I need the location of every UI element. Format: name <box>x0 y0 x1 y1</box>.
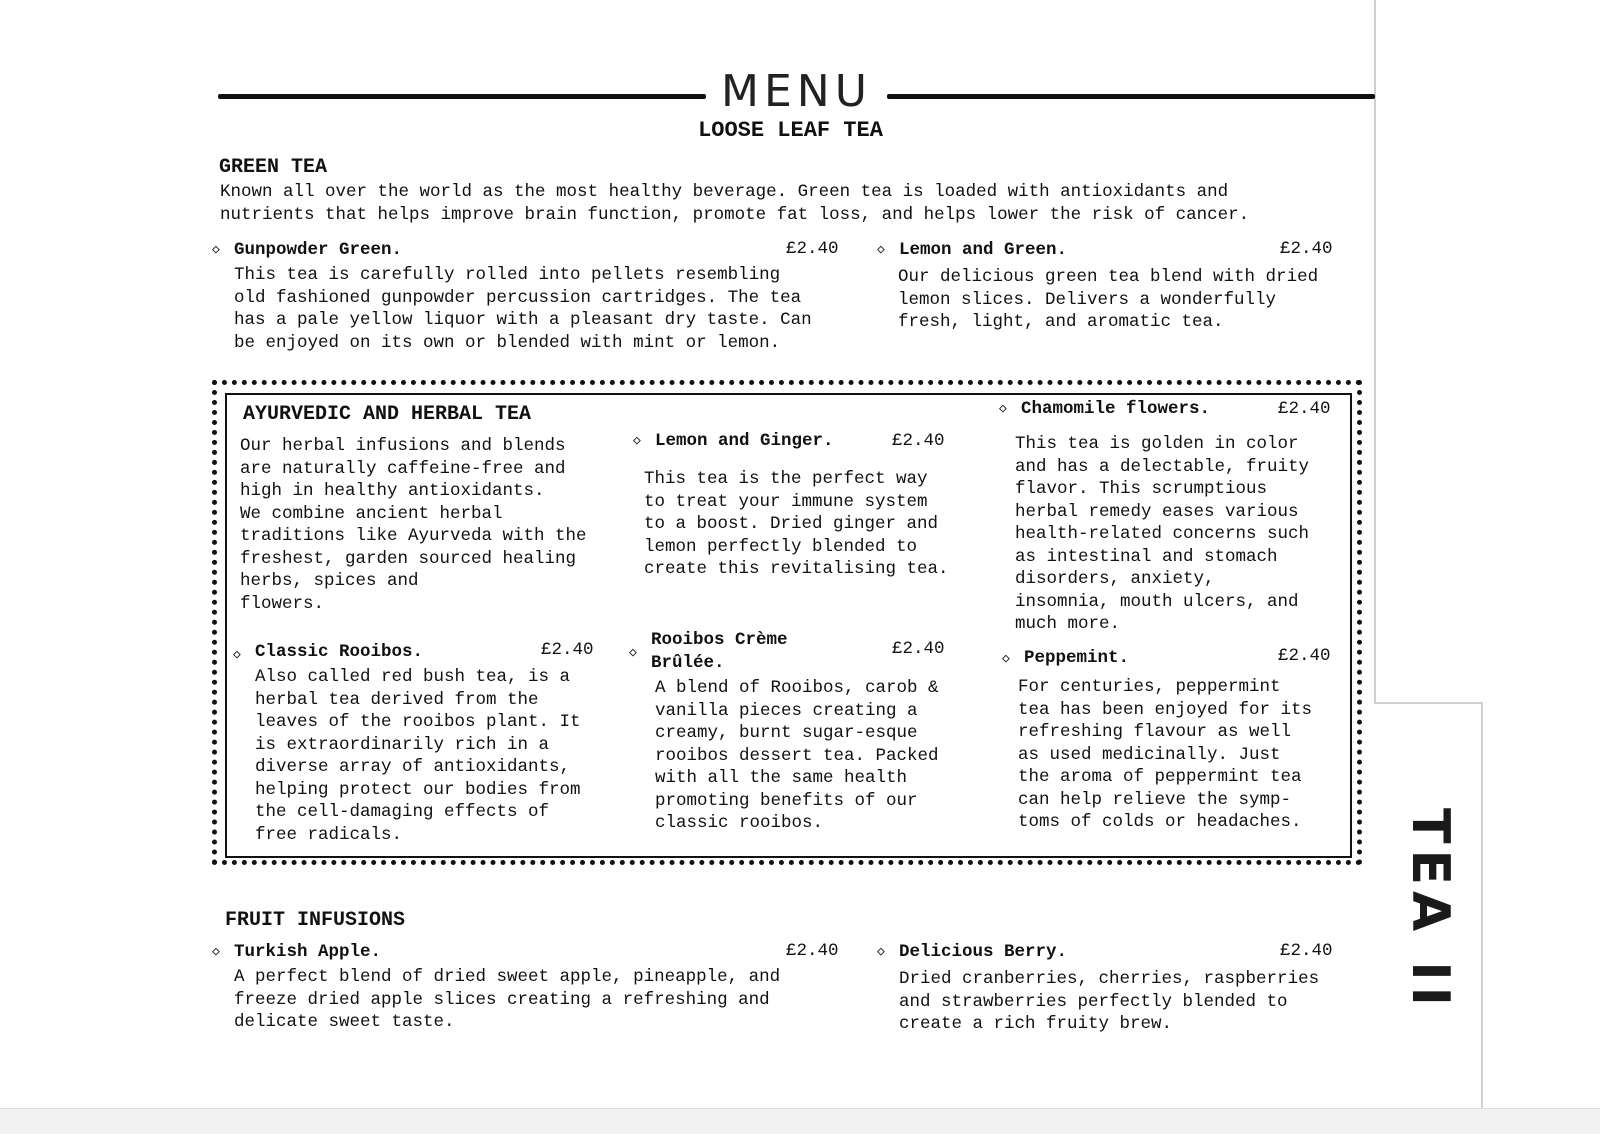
item-price-peppemint: £2.40 <box>1278 646 1331 666</box>
item-price-turkish-apple: £2.40 <box>786 941 839 961</box>
herbal-title: AYURVEDIC AND HERBAL TEA <box>243 403 532 426</box>
item-description-turkish-apple: A perfect blend of dried sweet apple, pineapple, and freeze dried apple slices creating a refreshing and delicate sweet taste. <box>234 967 781 1032</box>
item-price-lemon-and-green: £2.40 <box>1280 239 1333 259</box>
item-name-gunpowder-green: Gunpowder Green. <box>234 240 403 260</box>
item-description-lemon-and-green: Our delicious green tea blend with dried lemon slices. Delivers a wonderfully fresh, light, and aromatic tea. <box>898 267 1319 332</box>
item-description-rooibos-creme-brulee: A blend of Rooibos, carob & vanilla pieces creating a creamy, burnt sugar-esque rooibos dessert tea. Packed with all the same health promoting benefits of our classic rooibos. <box>655 678 939 833</box>
tab-outline-left <box>1374 0 1376 703</box>
green-tea-title: GREEN TEA <box>219 156 328 179</box>
item-name-lemon-and-ginger: Lemon and Ginger. <box>655 431 834 451</box>
header-rule-right <box>887 94 1375 99</box>
tab-outline-top <box>1374 702 1482 704</box>
item-price-rooibos-creme-brulee: £2.40 <box>892 639 945 659</box>
item-description-lemon-and-ginger: This tea is the perfect way to treat your immune system to a boost. Dried ginger and lemon perfectly blended to create this revitalising tea. <box>644 469 949 579</box>
header-rule-left <box>218 94 706 99</box>
diamond-bullet-icon: ◇ <box>212 944 220 959</box>
diamond-bullet-icon: ◇ <box>1002 651 1010 666</box>
item-price-classic-rooibos: £2.40 <box>541 640 594 660</box>
item-description-gunpowder-green: This tea is carefully rolled into pellets resembling old fashioned gunpowder percussion cartridges. The tea has a pale yellow liquor with a pleasant dry taste. Can be enjoyed on its own or blended with mint or lemon. <box>234 265 812 353</box>
item-name-turkish-apple: Turkish Apple. <box>234 942 382 962</box>
item-description-chamomile-flowers: This tea is golden in color and has a delectable, fruity flavor. This scrumptious herbal remedy eases various health-related concerns such as intestinal and stomach disorders, anxiety, insomnia, mouth ulcers, and much more. <box>1015 434 1310 634</box>
menu-title: MENU <box>721 66 872 117</box>
item-description-delicious-berry: Dried cranberries, cherries, raspberries and strawberries perfectly blended to create a rich fruity brew. <box>899 969 1320 1034</box>
diamond-bullet-icon: ◇ <box>633 433 641 448</box>
item-price-chamomile-flowers: £2.40 <box>1278 399 1331 419</box>
item-name-peppemint: Peppemint. <box>1024 648 1130 668</box>
item-name-delicious-berry: Delicious Berry. <box>899 942 1068 962</box>
menu-subtitle: LOOSE LEAF TEA <box>698 118 883 143</box>
diamond-bullet-icon: ◇ <box>999 401 1007 416</box>
diamond-bullet-icon: ◇ <box>212 242 220 257</box>
diamond-bullet-icon: ◇ <box>877 242 885 257</box>
diamond-bullet-icon: ◇ <box>629 645 637 660</box>
side-tab-label: TEA II <box>1400 807 1461 1013</box>
bottom-edge <box>0 1108 1600 1134</box>
item-name-classic-rooibos: Classic Rooibos. <box>255 642 424 662</box>
item-description-peppemint: For centuries, peppermint tea has been enjoyed for its refreshing flavour as well as used medicinally. Just the aroma of peppermint tea can help relieve the symp- toms of colds or headaches. <box>1018 677 1313 832</box>
item-description-classic-rooibos: Also called red bush tea, is a herbal tea derived from the leaves of the rooibos plant. It is extraordinarily rich in a diverse array of antioxidants, helping protect our bodies from the cell-damaging effects of free radicals. <box>255 667 581 845</box>
side-tab <box>1380 807 1480 1013</box>
diamond-bullet-icon: ◇ <box>877 944 885 959</box>
item-price-lemon-and-ginger: £2.40 <box>892 431 945 451</box>
green-tea-description: Known all over the world as the most healthy beverage. Green tea is loaded with antioxidants and nutrients that helps improve brain function, promote fat loss, and helps lower the risk of cancer. <box>220 182 1250 225</box>
item-name-lemon-and-green: Lemon and Green. <box>899 240 1068 260</box>
item-price-gunpowder-green: £2.40 <box>786 239 839 259</box>
herbal-description: Our herbal infusions and blends are naturally caffeine-free and high in healthy antioxidants. We combine ancient herbal traditions like Ayurveda with the freshest, garden sourced healing herbs, spices and flowers. <box>240 436 587 614</box>
item-name-chamomile-flowers: Chamomile flowers. <box>1021 399 1211 419</box>
diamond-bullet-icon: ◇ <box>233 647 241 662</box>
fruit-infusions-title: FRUIT INFUSIONS <box>225 909 406 932</box>
tab-outline-right <box>1481 702 1483 1108</box>
item-name-rooibos-creme-brulee: Rooibos Crème Brûlée. <box>651 630 788 673</box>
item-price-delicious-berry: £2.40 <box>1280 941 1333 961</box>
